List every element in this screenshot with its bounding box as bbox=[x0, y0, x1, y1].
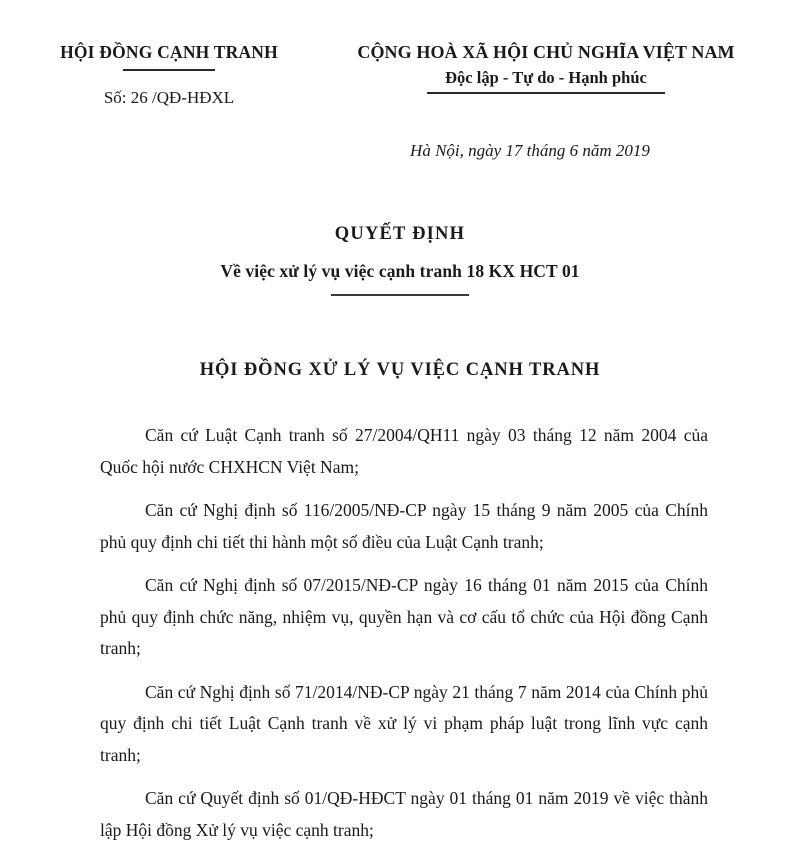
body-paragraph: Căn cứ Quyết định số 01/QĐ-HĐCT ngày 01 tháng 01 năm 2019 về việc thành lập Hội đồng Xử lý vụ việc cạnh tranh; bbox=[100, 788, 708, 840]
document-body bbox=[100, 420, 708, 846]
motto-underline-rule bbox=[427, 92, 665, 94]
body-paragraph: Căn cứ Nghị định số 71/2014/NĐ-CP ngày 21 tháng 7 năm 2014 của Chính phủ quy định chi tiết Luật Cạnh tranh về xử lý vi phạm pháp luật trong lĩnh vực cạnh tranh; bbox=[100, 681, 708, 765]
national-title: CỘNG HOÀ XÃ HỘI CHỦ NGHĨA VIỆT NAM bbox=[357, 42, 735, 62]
document-number: Số: 26 /QĐ-HĐXL bbox=[103, 87, 235, 107]
body-paragraph: Căn cứ Nghị định số 116/2005/NĐ-CP ngày 15 tháng 9 năm 2005 của Chính phủ quy định chi tiết thi hành một số điều của Luật Cạnh tranh; bbox=[100, 500, 708, 552]
header-right-column bbox=[320, 42, 800, 94]
body-heading: HỘI ĐỒNG XỬ LÝ VỤ VIỆC CẠNH TRANH bbox=[199, 360, 601, 380]
document-header bbox=[0, 42, 800, 109]
body-paragraph: Căn cứ Nghị định số 07/2015/NĐ-CP ngày 16 tháng 01 năm 2015 của Chính phủ quy định chức năng, nhiệm vụ, quyền hạn và cơ cấu tổ chức của Hội đồng Cạnh tranh; bbox=[100, 575, 708, 658]
document-subtitle: Về việc xử lý vụ việc cạnh tranh 18 KX HCT 01 bbox=[220, 261, 580, 282]
body-paragraph: Căn cứ Luật Cạnh tranh số 27/2004/QH11 ngày 03 tháng 12 năm 2004 của Quốc hội nước CHXHCN Việt Nam; bbox=[100, 425, 708, 477]
title-block bbox=[0, 222, 800, 296]
place-and-date-line bbox=[0, 141, 800, 161]
national-motto: Độc lập - Tự do - Hạnh phúc bbox=[445, 67, 647, 87]
clipped-next-paragraph bbox=[100, 770, 708, 777]
issuing-organization: HỘI ĐỒNG CẠNH TRANH bbox=[60, 42, 278, 62]
title-underline-rule bbox=[331, 294, 469, 296]
place-and-date-text: Hà Nội, ngày 17 tháng 6 năm 2019 bbox=[410, 141, 650, 160]
header-left-column bbox=[0, 42, 320, 109]
document-title: QUYẾT ĐỊNH bbox=[334, 224, 466, 244]
organization-underline-rule bbox=[123, 69, 215, 71]
